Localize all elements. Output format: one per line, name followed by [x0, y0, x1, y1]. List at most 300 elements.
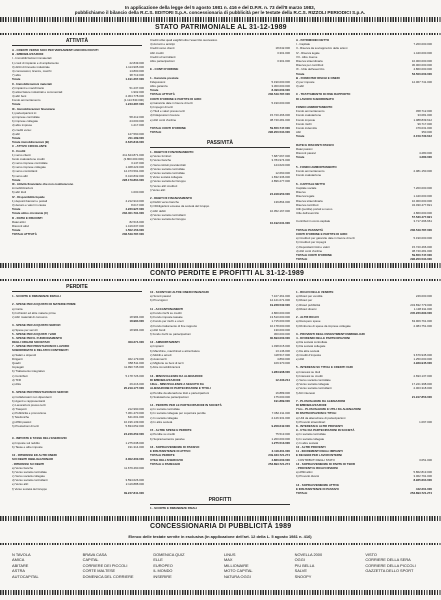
ledger-value: 17.221.398.000: [411, 382, 432, 387]
ledger-label: [12, 491, 114, 495]
ledger-label: d) Automezzi: [150, 357, 167, 361]
ledger-label: b) Agenti e rappresentanti: [12, 398, 46, 403]
ledger-label: a) Ricavi per vendita: [296, 294, 323, 299]
ledger-label: DEGLI ORGANI SOCIETARI: [12, 340, 50, 345]
ledger-value: 24.918.950.000: [269, 191, 290, 196]
ledger-value: 4.212.910.000: [125, 198, 144, 203]
ledger-label: 1 - Garanzie prestate: [150, 75, 179, 80]
ledger-value: 5.862.813.000: [413, 470, 432, 475]
ledger-label: h) Verso altri creditori: [150, 183, 178, 188]
ledger-label: b) Inchiostri ed altre materie prime: [12, 310, 56, 315]
ledger-label: 3 - PROVENTI DEGLI INVESTIMENTI IMMOBILIARI: [296, 331, 365, 336]
ledger-value: 10.196.139.000: [123, 419, 144, 424]
passivita-col-2: [296, 165, 432, 261]
ledger-label: 1) verso clienti: [12, 152, 31, 157]
ledger-value: 4.280.000: [419, 151, 432, 156]
ledger-label: C - TRATTAMENTO DI FINE RAPPORTO: [296, 92, 351, 97]
testata-name: MOTO CAPITAL: [223, 568, 253, 574]
ledger-value: 1.250.000.000: [413, 357, 432, 361]
decorative-stripe: [0, 590, 441, 595]
decorative-rule: [0, 543, 441, 545]
ledger-label: Riserva straordinaria: [296, 58, 323, 63]
ledger-value: 1.200.000.000: [271, 436, 290, 441]
ledger-label: ALIENAZIONE DI PARTECIPAZIONI E TITOLI: [150, 386, 211, 391]
ledger-value: 38.740.281.000: [269, 117, 290, 122]
ledger-value: 39.247.841.000: [123, 490, 144, 495]
ledger-label: Crediti v/controllanti: [150, 54, 176, 59]
ledger-label: a) Garanzie date in favore di terzi: [150, 100, 193, 105]
ledger-label: 13 - MINUSVALENZE DA ALIENAZIONI: [150, 373, 203, 378]
ledger-label: b) Verso società controllate: [12, 469, 47, 474]
ledger-label: Totale: [12, 135, 21, 140]
ledger-value: 191.314.000: [127, 444, 144, 449]
ledger-label: Altri crediti: [150, 50, 164, 55]
ledger-label: Altre partecipazioni: [150, 58, 175, 63]
ledger-label: 8 - SPESE PER PRESTAZIONI DI SERVIZI: [12, 390, 69, 395]
ledger-label: c) In società collegate: [150, 415, 178, 420]
ledger-label: a) Affitti attivi: [296, 470, 313, 475]
ledger-value: 3.062.791.000: [413, 474, 432, 479]
ledger-value: 6.410.832.000: [125, 173, 144, 178]
ledger-value: 3.679.945.000: [413, 352, 432, 357]
ledger-value: 16.889.000: [275, 390, 290, 395]
ledger-label: 11 - ACCANTONAMENTI: [150, 306, 184, 311]
testata-name: VISTO: [365, 552, 377, 557]
decorative-rule: [0, 279, 441, 281]
ledger-value: 191.889.000: [273, 398, 290, 403]
ledger-value: 211.624.871.000: [122, 152, 144, 157]
ledger-label: TOTALE ATTIVITÀ: [150, 92, 175, 97]
ledger-label: 2) verso imprese controllate: [12, 161, 48, 166]
ledger-label: d) Verso società controllanti: [12, 478, 48, 483]
perdite-col-2: [150, 290, 290, 466]
ledger-label: a) Da società controllate: [296, 340, 328, 345]
ledger-value: 2.119.888.000: [125, 482, 144, 487]
ledger-label: E INSUSSISTENZE DI PASSIVO: [296, 486, 339, 491]
ledger-label: Totale: [12, 77, 21, 82]
ledger-label: e) Altri: [296, 357, 305, 361]
ledger-value: 99.717.000: [417, 121, 432, 126]
ledger-label: a) Salari e stipendi: [12, 352, 36, 357]
ledger-value: 245.220.690.000: [410, 310, 432, 315]
ledger-label: d) In altre società: [150, 419, 173, 424]
separator: [150, 504, 290, 505]
ledger-label: Fondo ammortamento: [296, 169, 325, 174]
ledger-value: 2.126.331.000: [271, 415, 290, 420]
ledger-value: 1.468.223.000: [125, 165, 144, 170]
ledger-value: 7.107.461.000: [271, 294, 290, 299]
profitti-title: PROFITTI: [208, 497, 232, 503]
ledger-label: DI PARTECIPAZIONI E TITOLI: [296, 411, 337, 416]
ledger-label: 7 - SPESE PER PRESTAZIONI DI LAVORO: [12, 344, 70, 349]
ledger-label: e) Verso società del Gruppo: [150, 217, 186, 221]
ledger-label: D - RATEI E RISCONTI: [12, 215, 43, 220]
ledger-label: b) Tasse e altre imposte: [12, 444, 43, 449]
ledger-row: [12, 232, 144, 236]
ledger-label: 13bis - MINUSVALENZE A SEGUITO DA: [150, 382, 204, 387]
ledger-value: 4.860.000: [277, 357, 290, 361]
ledger-value: 296.200.534.000: [410, 257, 432, 262]
ledger-label: c) Contributi: [12, 373, 28, 378]
ledger-value: 1.114.905.000: [125, 64, 144, 69]
ledger-value: 18.984.000: [129, 319, 144, 324]
ledger-value: 249.033.721.274: [268, 453, 290, 458]
ledger-value: 30.000.000.000: [411, 63, 432, 68]
testata-name: ABITARE: [12, 562, 29, 568]
profitti-row-label: 1 - SCORTE E RIMANENZE FINALI: [150, 506, 198, 510]
ledger-value: 14.800.000: [129, 68, 144, 73]
ledger-label: B - IMMOBILIZZAZIONI: [12, 52, 44, 57]
ledger-value: 212.990.000: [127, 407, 144, 412]
ledger-value: 236.549.787.000: [268, 92, 290, 97]
ledger-value: 4.860.000.000: [271, 310, 290, 315]
ledger-label: a) Recupero spese: [296, 319, 321, 324]
ledger-label: Fidejussioni: [150, 79, 166, 84]
ledger-label: 1) depositi bancari e postali: [12, 198, 48, 203]
ledger-value: 4.896.277.000: [271, 179, 290, 184]
testata-name: NATURA OGGI: [223, 573, 251, 579]
ledger-label: a) Verso banche: [12, 465, 34, 470]
ledger-value: 3.594.626.000: [125, 478, 144, 483]
ledger-row: [150, 221, 290, 225]
ledger-label: Ratei passivi: [296, 146, 313, 151]
ledger-label: b) Proventi straordinari: [296, 419, 326, 424]
ledger-label: 6) altri titoli: [12, 190, 26, 195]
ledger-value: 4.929.945.000: [413, 361, 432, 366]
ledger-value: 1.191.267.000: [125, 77, 144, 82]
ledger-label: 2 - DEBITI DI FINANZIAMENTO: [150, 196, 193, 201]
testata-name: IL MONDO: [153, 568, 173, 574]
testata-name: ELLE: [153, 557, 163, 563]
ledger-value: 1.138.911.000: [413, 306, 432, 311]
ledger-value: 11.990.745.000: [124, 365, 144, 370]
ledger-value: 2.159.730.612: [413, 134, 432, 139]
ledger-value: 253.893.721.274: [410, 491, 432, 495]
testata-name: GAZZETTA DELLO SPORT: [365, 568, 414, 574]
ledger-value: 7.082.311.000: [271, 411, 290, 416]
ledger-value: 249.000.000: [415, 294, 432, 299]
ledger-value: 38.713.000: [129, 73, 144, 78]
ledger-label: UTILE DELL'ESERCIZIO: [150, 457, 183, 462]
ledger-label: TOTALE CONTI D'ORDINE: [296, 252, 332, 257]
ledger-label: 1) partecipazioni in:: [12, 110, 38, 115]
ledger-label: a) Debiti verso banche: [150, 200, 179, 205]
ledger-value: 442.201.000: [415, 486, 432, 491]
ledger-value: 1.097.000: [419, 419, 432, 424]
passivita-title: PASSIVITÀ: [206, 140, 234, 146]
ledger-value: 18.984.000: [129, 314, 144, 319]
ledger-value: 7.200.000.000: [413, 185, 432, 190]
ledger-label: d) Verso società controllanti: [150, 212, 186, 217]
attivita-col-2: [150, 38, 290, 134]
ledger-value: 1.088.839.612: [413, 117, 432, 122]
ledger-label: b) Verso banche: [150, 158, 172, 163]
ledger-value: 10.000.000.000: [411, 58, 432, 63]
ledger-label: 2) per imposte: [296, 79, 315, 84]
ledger-value: 3.002.300.000: [125, 457, 144, 462]
ledger-label: e) Verso società controllate: [150, 170, 185, 175]
ledger-label: Risconti attivi: [12, 223, 30, 228]
ledger-value: 24.246.252.000: [123, 432, 144, 437]
ledger-value: 7.361.470.000: [125, 411, 144, 416]
ledger-label: Totale: [12, 207, 21, 212]
ledger-label: Totale: [296, 134, 305, 139]
ledger-label: II - Riserva da sovrapprezzo delle azioni: [296, 46, 348, 51]
ledger-value: 8.490.000.000: [271, 88, 290, 93]
ledger-label: 3) altri: [296, 84, 305, 89]
ledger-label: Totale: [12, 177, 21, 182]
ledger-label: Fondo svalutazione: [296, 173, 322, 178]
ledger-label: C - ATTIVO CIRCOLANTE: [12, 144, 47, 149]
ledger-label: immobilizzazioni: [12, 186, 34, 191]
ledger-label: - CONTRIBUTI DEGLI STATO: [296, 457, 335, 462]
ledger-label: 3) verso imprese collegate: [12, 165, 46, 170]
ledger-label: b) Provvigioni: [150, 298, 168, 303]
ledger-label: d) Fidejussioni ricevute: [150, 113, 180, 118]
ledger-label: b) In società collegate per copertura perdite: [150, 411, 206, 416]
separator: [12, 45, 142, 46]
ledger-label: b) Proventi diversi: [296, 474, 320, 479]
ledger-value: 127.560.000: [127, 131, 144, 136]
ledger-label: g) Affitti passivi: [12, 419, 32, 424]
ledger-label: Riserva per contributi: [296, 63, 324, 68]
ledger-label: E INSUSSISTENZE DI ATTIVO: [150, 449, 191, 454]
testata-name: EUROPEO: [153, 562, 173, 568]
separator: [12, 291, 142, 292]
ledger-value: 118.517.000: [274, 352, 290, 357]
ledger-value: 2.693.137.000: [413, 373, 432, 378]
ledger-label: f) Telefoniche: [12, 415, 30, 420]
decorative-stripe: [0, 516, 441, 521]
ledger-value: 38.740.281.000: [411, 248, 432, 253]
ledger-value: 12.473.591.000: [123, 169, 144, 174]
ledger-label: Crediti v/dei quali esigibili oltre l'esercizio successivo: [150, 38, 218, 42]
ledger-label: TOTALE: [296, 257, 308, 262]
ledger-value: 479.031.000: [415, 125, 432, 130]
ledger-value: 1.038.015.000: [271, 344, 290, 349]
ledger-label: b) Macchine, macchinari e attrezzature: [150, 348, 200, 353]
passivita-col-1: [150, 150, 290, 225]
ledger-label: c) Da altre società: [296, 348, 320, 353]
ledger-value: 15.720.466.000: [411, 244, 432, 249]
ledger-value: 7.687.067.000: [271, 154, 290, 159]
ledger-label: III - Immobilizzazioni finanziarie: [12, 106, 56, 111]
ledger-value: 228.179.864.000: [122, 177, 144, 182]
ledger-label: Contributi in conto capitale: [296, 219, 331, 224]
ledger-label: Altre garanzie: [150, 84, 168, 89]
ledger-label: 1 - DEBITI DI FUNZIONAMENTO: [150, 150, 194, 154]
ledger-label: e) Pubblicità e promozione: [12, 411, 47, 416]
ledger-label: b) Interessi su crediti: [296, 373, 323, 378]
testata-name: SNOOPY: [294, 573, 312, 579]
ledger-label: 9 - IMPOSTE E TASSE DELL'ESERCIZIO: [12, 436, 67, 441]
ledger-label: c) Mobili e arredi: [150, 352, 172, 357]
ledger-label: Totale attivo circolante (C): [12, 211, 49, 216]
ledger-label: 2 - SPESE PER ACQUISTO DI MATERIE PRIME: [12, 302, 76, 307]
profitti-row-value: [268, 506, 290, 510]
ledger-label: Riserva contributi: [296, 202, 319, 207]
ledger-value: 10.178.000.000: [269, 323, 290, 328]
ledger-label: 2) impianti e macchinario: [12, 85, 45, 90]
ledger-label: I - Immobilizzazioni immateriali: [12, 56, 52, 61]
ledger-value: (1.114.530.000): [123, 98, 144, 103]
ledger-label: 10 - SCONTI ED ALTRE ONERI FINANZIARI: [150, 290, 209, 294]
ledger-label: 2) crediti verso:: [12, 127, 32, 132]
ledger-label: a) Perdite su crediti: [150, 432, 175, 437]
ledger-label: f) Fondo rischi su partecipazioni: [150, 331, 191, 336]
ledger-label: 1) costi di impianto e di ampliamento: [12, 60, 59, 65]
testata-name: OGGI: [294, 557, 305, 563]
ledger-label: d) Fondo trattamento di fine rapporto: [150, 323, 198, 328]
ledger-label: 4) Acconti e anticipi: [150, 42, 175, 47]
ledger-label: 4) concessioni, licenze, marchi: [12, 68, 52, 73]
ledger-value: 15.720.466.000: [269, 113, 290, 118]
decorative-rule: [0, 33, 441, 35]
ledger-label: e) Altri fondi: [150, 327, 166, 332]
testata-name: DOMENICA DEL CORRIERE: [82, 573, 134, 579]
ledger-value: 59.650.747.000: [411, 252, 432, 257]
ledger-label: b) Ricavi per: [296, 298, 313, 303]
ledger-row: [150, 462, 290, 466]
attivita-title: ATTIVITÀ: [65, 38, 89, 44]
ledger-row: [296, 257, 432, 261]
ledger-label: f) Altri interessi: [296, 390, 315, 395]
ledger-value: 462.179.000: [127, 356, 144, 361]
notice-line-2: pubblichiamo il bilancio della R.C.S. EDITORI S.p.A. concessionaria di pubblicità per le testate della R.C.S. RIZZOLI PERIODICI S.p.A.: [74, 10, 366, 16]
ledger-value: 33.081.000: [417, 113, 432, 118]
testata-name: INSERIRE: [153, 573, 172, 579]
stato-patrimoniale-title: STATO PATRIMONIALE AL 31-12-1989: [155, 24, 287, 31]
ledger-value: 3.301.000: [277, 58, 290, 63]
ledger-value: 75.513.000: [275, 432, 290, 437]
testata-name: MAX: [223, 557, 233, 563]
ledger-value: 1.419.637.000: [125, 223, 144, 228]
decorative-stripe: [0, 263, 441, 268]
ledger-value: 1.275.513.000: [271, 440, 290, 445]
ledger-value: 58.412.000: [129, 115, 144, 119]
ledger-value: 211.189.000: [128, 135, 144, 140]
ledger-value: 34.030.477.821: [411, 202, 432, 207]
ledger-label: 12 - SOPRAVVENIENZE DI PARTE DI TERZI: [296, 461, 356, 466]
ledger-value: 2.084.751.000: [413, 323, 432, 328]
ledger-label: a) Fondo rischi su crediti: [150, 310, 182, 315]
ledger-value: (3.800.000.000): [123, 156, 144, 161]
ledger-label: SUBORDINATO E RELATIVI CONTRIBUTI: [12, 348, 69, 353]
ledger-value: 12.433.214: [275, 377, 290, 382]
ledger-label: 7 bis - PLUSVALENZE E UTILI DA ALIENAZIONI: [296, 407, 361, 412]
ledger-label: a) Interessi su titoli: [296, 369, 321, 374]
ledger-value: 8.925.604.000: [413, 478, 432, 483]
ledger-label: c) Depositanti titoli e valori: [296, 244, 330, 249]
ledger-label: b) Sopravvenienze passive: [150, 436, 185, 441]
ledger-label: a) In società controllate: [150, 407, 180, 412]
ledger-label: Riserva legale: [296, 194, 315, 199]
ledger-label: Dirigenti: [12, 356, 23, 361]
ledger-label: b) Da società collegate: [296, 344, 326, 349]
ledger-value: 300.000.000: [273, 331, 290, 336]
ledger-label: 3) attrezzature industriali e commerciali: [12, 89, 63, 94]
ledger-label: Quadri: [12, 361, 21, 365]
ledger-value: 1.715.000.000: [271, 319, 290, 324]
ledger-value: 1.283.908.000: [271, 369, 290, 374]
publication-notice: [60, 5, 380, 16]
ledger-value: 82.516.000: [129, 219, 144, 224]
ledger-value: 4.860.000.000: [271, 457, 290, 462]
ledger-label: b) Obbligazioni emesse da società del Gruppo: [150, 204, 210, 209]
testata-name: PIU BELLA: [294, 562, 315, 568]
ledger-value: 5.834.052.000: [125, 423, 144, 428]
ledger-label: b) Rimborso di spese da imprese collegate: [296, 323, 351, 328]
ledger-label: 3 - SPESE PER ACQUISTO SERVIZI: [12, 323, 61, 328]
ledger-label: f) Verso società del Gruppo: [12, 486, 48, 491]
ledger-value: 30.693.000.000: [269, 336, 290, 341]
ledger-label: d) Ricavi diversi: [296, 306, 317, 311]
ledger-label: CONTI D'ORDINE E PARTITE DI GIRO: [150, 96, 202, 101]
ledger-label: 9 - UTILI DA PARTECIPAZIONI IN SOCIETÀ: [296, 428, 355, 433]
ledger-label: TOTALE A PAREGGIO: [150, 461, 181, 466]
ledger-label: Capitale sociale: [296, 185, 317, 190]
ledger-row: [12, 491, 144, 495]
ledger-value: 232.401.791.000: [122, 211, 144, 216]
ledger-value: 8.017.000: [131, 202, 144, 207]
ledger-label: e) Altre: [12, 381, 22, 386]
concessionaria-title: CONCESSIONARIA DI PUBBLICITÀ 1989: [150, 523, 292, 530]
decorative-stripe: [0, 17, 441, 22]
ledger-label: Fondo indennità: [296, 125, 317, 130]
ledger-label: a) Carta: [12, 306, 23, 311]
ledger-label: 1 - SCORTE E RIMANENZE INIZIALI: [12, 294, 61, 298]
conto-economico-title: CONTO PERDITE E PROFITTI AL 31-12-1989: [150, 270, 305, 277]
ledger-label: 1 - RICAVI DELLE VENDITE: [296, 290, 334, 294]
ledger-value: 296.200.534.000: [268, 130, 290, 135]
ledger-label: 5 - SPESE PER ACQUISTI / VARI: [12, 331, 57, 336]
ledger-label: g) Verso società del Gruppo: [150, 179, 186, 184]
ledger-label: a) Utili da alienazione di partecipazioni: [296, 415, 346, 420]
ledger-label: A - CREDITI VERSO SOCI PER VERSAMENTI ANCORA DOVUTI: [12, 48, 99, 52]
ledger-value: 350.000: [421, 130, 432, 135]
ledger-value: 5.178.726.000: [125, 373, 144, 378]
ledger-value: 109.370.000: [273, 361, 290, 366]
ledger-label: - INTERESSI SU DEBITI: [12, 461, 45, 466]
ledger-label: Fondo ammortamento: [296, 109, 325, 114]
ledger-value: 12.660.000: [275, 170, 290, 175]
ledger-value: 13.146.000: [275, 348, 290, 353]
testata-name: MILLIONAIRE: [223, 562, 249, 568]
ledger-value: 9.208.642.000: [271, 424, 290, 428]
ledger-label: 5 - INTERESSI SU TITOLI E CREDITI VARI: [296, 365, 353, 370]
ledger-label: 6 - CAPITALE NETTO: [296, 181, 325, 186]
ledger-value: 253.893.721.274: [268, 461, 290, 466]
ledger-label: III - Attività finanziarie che non costituiscono: [12, 182, 74, 186]
ledger-label: fondo svalutazione crediti: [12, 156, 45, 161]
ledger-value: 2.645.843.000: [125, 140, 144, 145]
ledger-label: e) Verso altri: [12, 482, 29, 487]
ledger-value: 7.200.000.000: [413, 42, 432, 47]
ledger-label: d) TFR: [12, 377, 21, 382]
ledger-label: RATEI E RISCONTI PASSIVI: [296, 142, 334, 147]
ledger-value: 13.510.000.000: [269, 315, 290, 320]
ledger-label: Utile dell'esercizio: [296, 211, 320, 216]
ledger-label: d) altri: [12, 131, 21, 136]
ledger-value: 1.217.000: [131, 123, 144, 128]
testata-name: DOMENICA QUIZ: [153, 552, 185, 557]
ledger-value: 19.228.532.000: [269, 302, 290, 307]
ledger-label: a) In società controllate: [296, 432, 326, 437]
ledger-label: a) Creditori per garanzie date in favore di terzi: [296, 236, 355, 241]
ledger-label: c) Fondo per rischi e oneri: [150, 319, 184, 324]
ledger-value: 10.052.167.000: [269, 208, 290, 213]
ledger-label: Totale: [12, 102, 21, 107]
